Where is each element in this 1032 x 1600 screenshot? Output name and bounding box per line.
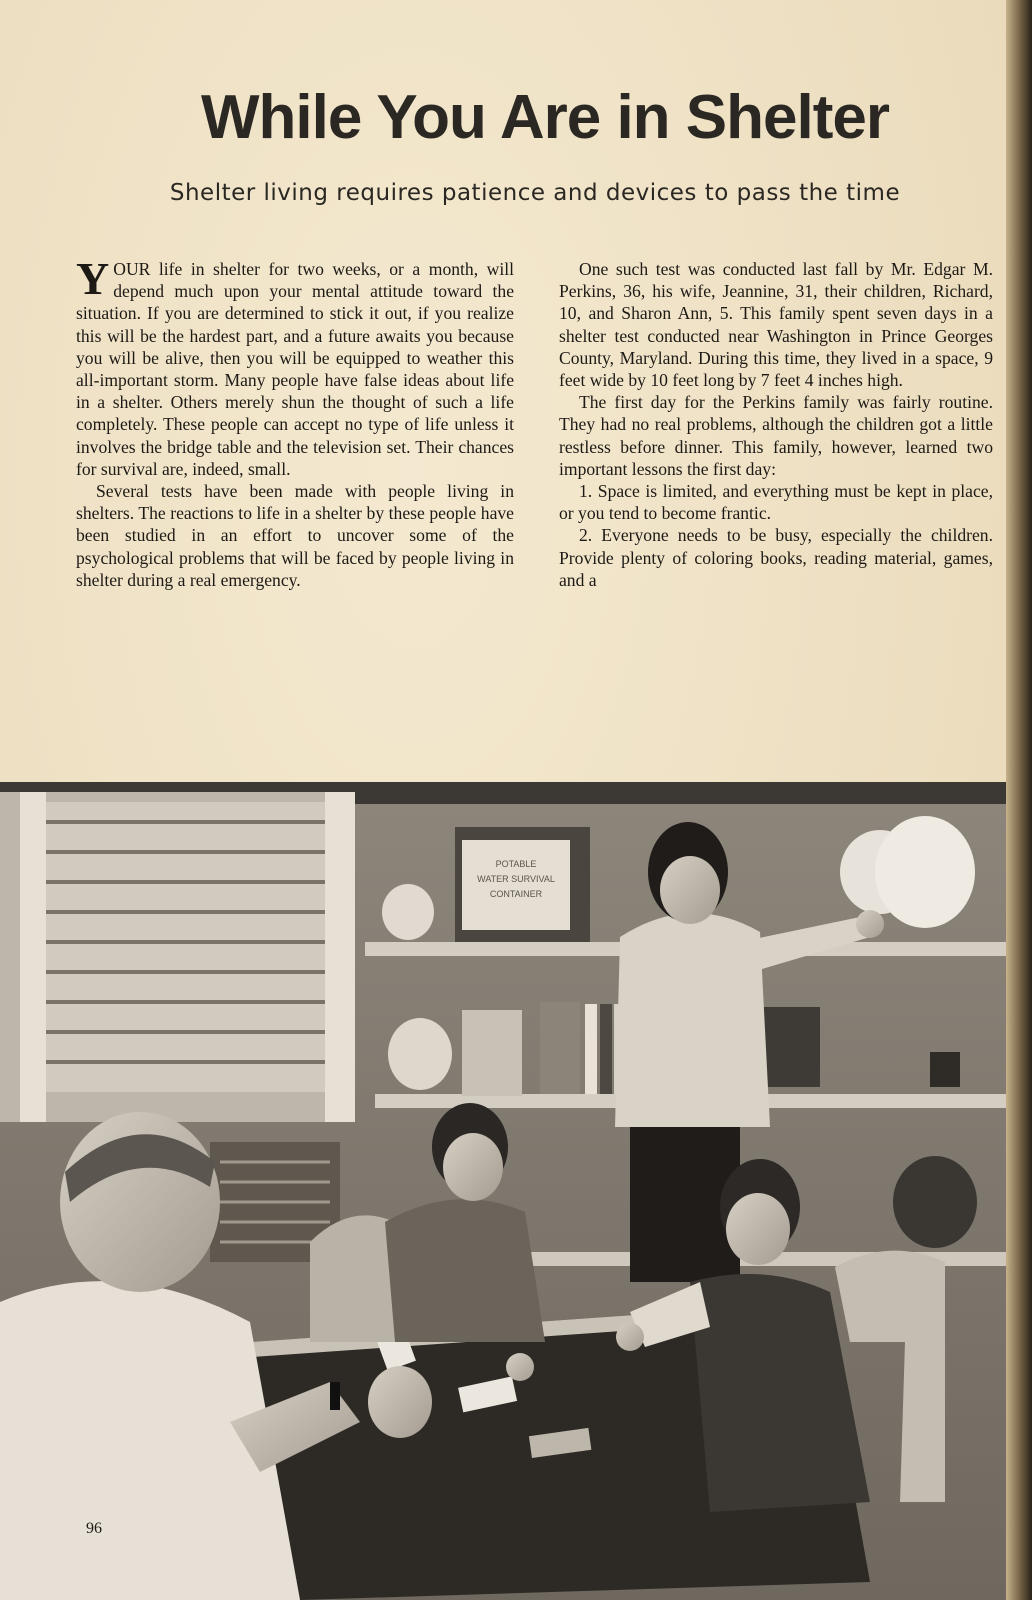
water-container-box bbox=[455, 827, 590, 942]
window-louvers bbox=[0, 792, 355, 1122]
article-subtitle: Shelter living requires patience and devices to pass the time bbox=[169, 180, 901, 206]
left-paragraph-1 bbox=[76, 253, 514, 480]
photo-illustration bbox=[0, 782, 1006, 1600]
chair-boy bbox=[310, 1215, 395, 1342]
container-label-3: CONTAINER bbox=[489, 889, 543, 899]
left-column bbox=[76, 253, 514, 591]
container-label-1: POTABLE bbox=[495, 859, 537, 869]
kettle bbox=[893, 1156, 977, 1248]
left-paragraph-1-text: OUR life in shelter for two weeks, or a month, will depend much upon your mental attitude toward the situation. If you are determined to stick it out, if you realize this will be the hardest part, and a future awaits you because you will be alive, then you will be equipped to weather this all-important storm. Many people have false ideas about life in a shelter. Others merely shun the thought of such a life completely. These people can accept no type of life unless it involves the bridge table and the television set. Their chances for survival are, indeed, small. bbox=[76, 259, 514, 479]
left-paragraph-2: Several tests have been made with people living in shelters. The reactions to life in a shelter by these people have been studied in an effort to uncover some of the psychological problems that will be faced by people living in shelter during a real emergency. bbox=[76, 481, 514, 590]
right-paragraph-4: 2. Everyone needs to be busy, especially the children. Provide plenty of coloring books, reading material, games, and a bbox=[559, 525, 993, 590]
family-shelter-photo bbox=[0, 782, 1006, 1600]
tin-can bbox=[388, 1018, 452, 1090]
page-edge-shadow bbox=[1006, 0, 1032, 1600]
right-column bbox=[559, 258, 993, 591]
right-paragraph-3: 1. Space is limited, and everything must be kept in place, or you tend to become frantic. bbox=[559, 481, 993, 524]
right-paragraph-1: One such test was conducted last fall by Mr. Edgar M. Perkins, 36, his wife, Jeannine, 31, their children, Richard, 10, and Sharon Ann, 5. This family spent seven days in a shelter test conducted near Washington in Prince Georges County, Maryland. During this time, they lived in a space, 9 feet wide by 10 feet long by 7 feet 4 inches high. bbox=[559, 259, 993, 391]
article-title: While You Are in Shelter bbox=[201, 83, 889, 152]
right-paragraph-2: The first day for the Perkins family was fairly routine. They had no real problems, although the children got a little restless before dinner. This family, however, learned two important lessons the first day: bbox=[559, 392, 993, 479]
canister-left bbox=[382, 884, 434, 940]
page-number: 96 bbox=[86, 1520, 102, 1537]
container-label-2: WATER SURVIVAL bbox=[477, 874, 555, 884]
plate-2 bbox=[875, 816, 975, 928]
lantern bbox=[930, 1052, 960, 1087]
books bbox=[462, 1002, 628, 1096]
drop-cap: Y bbox=[76, 253, 110, 304]
